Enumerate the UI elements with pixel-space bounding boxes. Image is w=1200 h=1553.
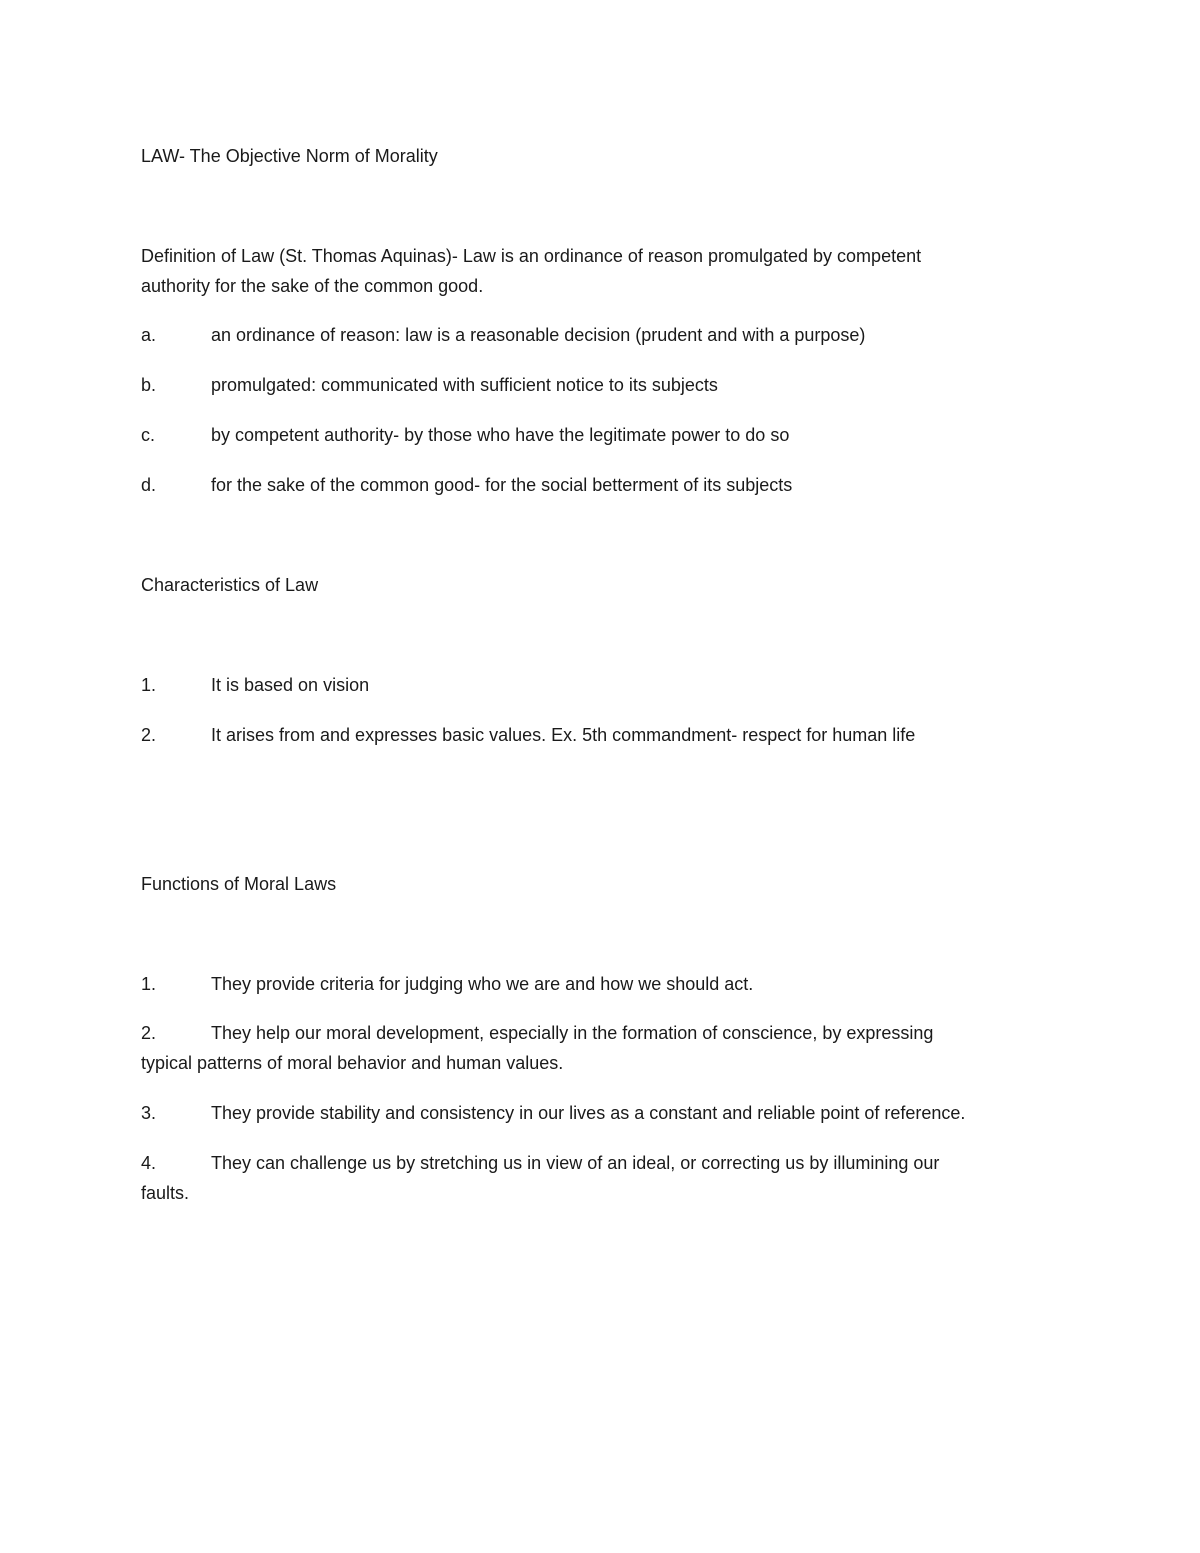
- list-item-text: It is based on vision: [211, 675, 370, 695]
- functions-heading: Functions of Moral Laws: [141, 874, 337, 894]
- list-marker: 1.: [141, 974, 157, 994]
- definition-item-a: [141, 320, 1061, 350]
- definition-line-1: Definition of Law (St. Thomas Aquinas)- Law is an ordinance of reason promulgated by competent: [141, 246, 922, 266]
- list-marker: 2.: [141, 1023, 157, 1043]
- characteristics-item-1: [141, 670, 1061, 700]
- list-item-text: by competent authority- by those who have the legitimate power to do so: [211, 425, 790, 445]
- list-item-text: They help our moral development, especially in the formation of conscience, by expressing: [211, 1023, 934, 1043]
- functions-item-4: [141, 1148, 1061, 1178]
- document-title: LAW- The Objective Norm of Morality: [141, 146, 438, 166]
- functions-item-3: [141, 1098, 1061, 1128]
- list-marker: 2.: [141, 725, 157, 745]
- list-item-text: promulgated: communicated with sufficient notice to its subjects: [211, 375, 718, 395]
- functions-item-2: [141, 1018, 1061, 1048]
- definition-item-c: [141, 420, 1061, 450]
- list-item-text: They can challenge us by stretching us in view of an ideal, or correcting us by illumining our: [211, 1153, 940, 1173]
- list-marker: 1.: [141, 675, 157, 695]
- definition-item-b: [141, 370, 1061, 400]
- list-item-text: They provide criteria for judging who we are and how we should act.: [211, 974, 754, 994]
- list-marker: d.: [141, 475, 157, 495]
- list-marker: 3.: [141, 1103, 157, 1123]
- functions-item-1: [141, 969, 1061, 999]
- list-item-text: for the sake of the common good- for the social betterment of its subjects: [211, 475, 793, 495]
- list-marker: c.: [141, 425, 156, 445]
- definition-item-d: [141, 470, 1061, 500]
- characteristics-item-2: [141, 720, 1061, 750]
- list-marker: 4.: [141, 1153, 157, 1173]
- list-item-text: an ordinance of reason: law is a reasonable decision (prudent and with a purpose): [211, 325, 866, 345]
- functions-item-4-continuation: faults.: [141, 1183, 190, 1203]
- list-marker: b.: [141, 375, 157, 395]
- functions-item-2-continuation: typical patterns of moral behavior and human values.: [141, 1053, 564, 1073]
- list-item-text: They provide stability and consistency in our lives as a constant and reliable point of reference.: [211, 1103, 966, 1123]
- characteristics-heading: Characteristics of Law: [141, 575, 319, 595]
- definition-line-2: authority for the sake of the common good.: [141, 276, 484, 296]
- list-marker: a.: [141, 325, 157, 345]
- list-item-text: It arises from and expresses basic values. Ex. 5th commandment- respect for human life: [211, 725, 916, 745]
